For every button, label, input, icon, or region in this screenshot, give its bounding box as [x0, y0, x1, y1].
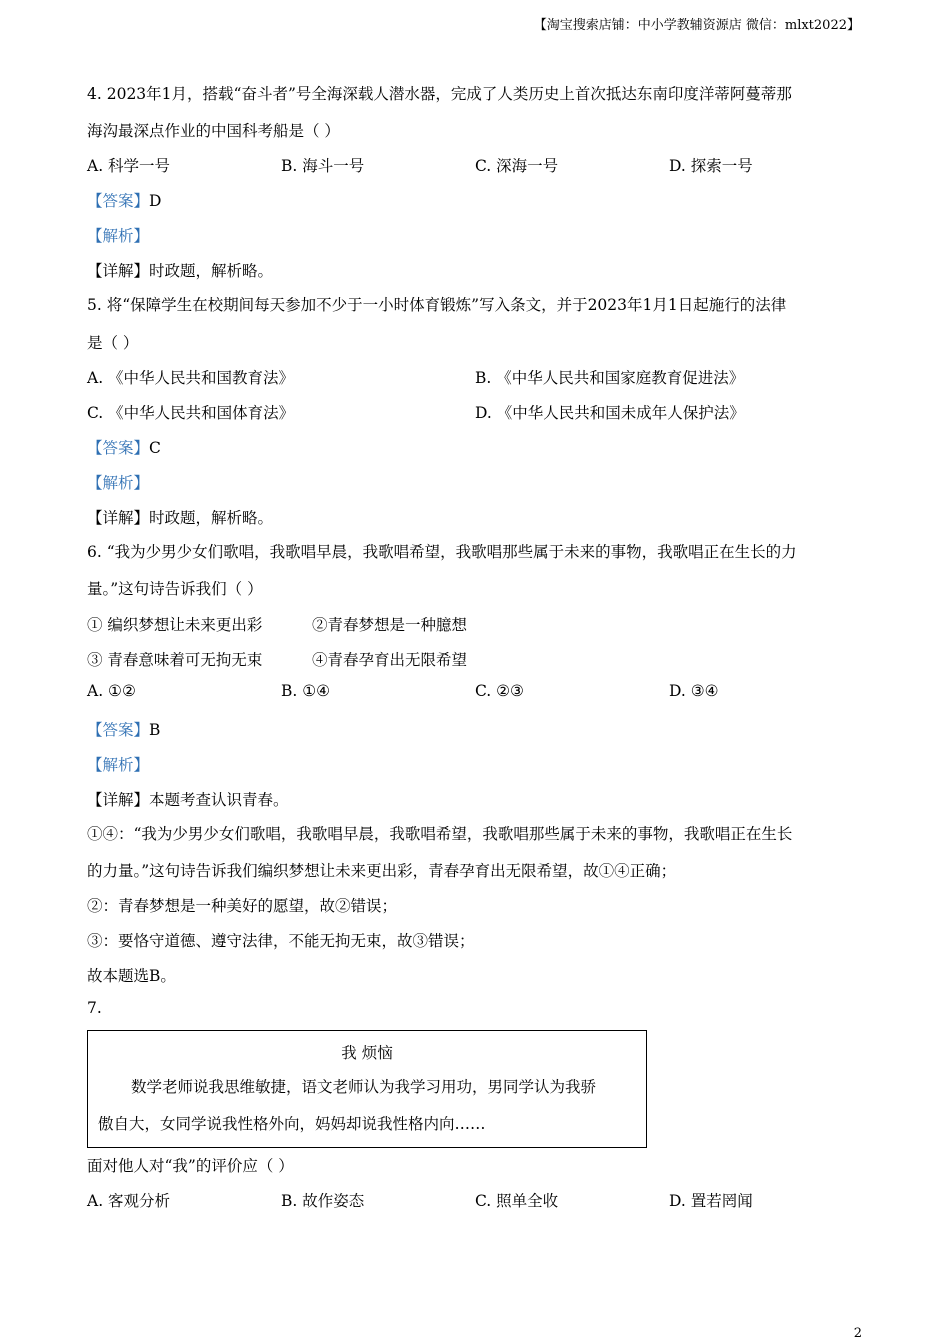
- q5-option-a: A. 《中华人民共和国教育法》: [87, 369, 295, 387]
- q6-analysis-label: 【解析】: [87, 756, 150, 774]
- q5-answer-value: C: [149, 439, 161, 457]
- q5-stem-line1: 5. 将“保障学生在校期间每天参加不少于一小时体育锻炼”写入条文，并于2023年1月1日起施行的法律: [87, 296, 787, 314]
- q5-answer: [87, 436, 161, 458]
- q5-analysis-label: 【解析】: [87, 474, 150, 492]
- q5-stem-line2: 是（ ）: [87, 334, 139, 352]
- q6-detail: [87, 788, 289, 810]
- q4-detail: [87, 259, 273, 281]
- q7-option-a: A. 客观分析: [87, 1192, 171, 1210]
- detail-label: 【详解】: [87, 262, 150, 280]
- q4-answer-value: D: [149, 192, 162, 210]
- detail-label: 【详解】: [87, 791, 150, 809]
- q7-box-title: 我 烦恼: [341, 1044, 393, 1062]
- q7-box-line2: 傲自大，女同学说我性格外向，妈妈却说我性格内向……: [98, 1115, 486, 1133]
- q6-explanation-line3: ②：青春梦想是一种美好的愿望，故②错误；: [87, 897, 398, 915]
- answer-label: 【答案】: [87, 439, 150, 457]
- q5-option-d: D. 《中华人民共和国未成年人保护法》: [475, 404, 745, 422]
- q6-answer-value: B: [149, 721, 161, 739]
- q7-option-b: B. 故作姿态: [281, 1192, 365, 1210]
- q6-stem-line1: 6. “我为少男少女们歌唱，我歌唱早晨，我歌唱希望，我歌唱那些属于未来的事物，我歌唱正在生长的力: [87, 543, 797, 561]
- q7-stem: 面对他人对“我”的评价应（ ）: [87, 1157, 294, 1175]
- q4-option-b: B. 海斗一号: [281, 157, 365, 175]
- q6-explanation-line1: ①④：“我为少男少女们歌唱，我歌唱早晨，我歌唱希望，我歌唱那些属于未来的事物，我歌唱正在生长: [87, 825, 793, 843]
- q6-option-c: C. ②③: [475, 682, 524, 700]
- answer-label: 【答案】: [87, 721, 150, 739]
- q6-explanation-line2: 的力量。”这句诗告诉我们编织梦想让未来更出彩，青春孕育出无限希望，故①④正确；: [87, 862, 677, 880]
- q5-detail: [87, 506, 273, 528]
- q6-item-3: ③ 青春意味着可无拘无束: [87, 651, 263, 669]
- q4-answer: [87, 189, 161, 211]
- q4-option-a: A. 科学一号: [87, 157, 171, 175]
- q6-answer: [87, 718, 160, 740]
- q4-option-c: C. 深海一号: [475, 157, 559, 175]
- q6-item-1: ① 编织梦想让未来更出彩: [87, 616, 263, 634]
- q7-box-line1: 数学老师说我思维敏捷，语文老师认为我学习用功，男同学认为我骄: [131, 1078, 597, 1096]
- q5-option-b: B. 《中华人民共和国家庭教育促进法》: [475, 369, 745, 387]
- q6-item-4: ④青春孕育出无限希望: [312, 651, 468, 669]
- q6-option-d: D. ③④: [669, 682, 719, 700]
- q5-detail-text: 时政题，解析略。: [149, 509, 274, 527]
- detail-label: 【详解】: [87, 509, 150, 527]
- q7-number: 7.: [87, 999, 102, 1017]
- q6-conclusion: 故本题选B。: [87, 967, 176, 985]
- q6-option-a: A. ①②: [87, 682, 136, 700]
- q6-stem-line2: 量。”这句诗告诉我们（ ）: [87, 580, 263, 598]
- q7-option-c: C. 照单全收: [475, 1192, 559, 1210]
- page-number: 2: [853, 1326, 862, 1341]
- q5-option-c: C. 《中华人民共和国体育法》: [87, 404, 295, 422]
- page-header: 【淘宝搜索店铺：中小学教辅资源店 微信：mlxt2022】: [533, 18, 860, 33]
- q4-stem-line1: 4. 2023年1月，搭载“奋斗者”号全海深载人潜水器，完成了人类历史上首次抵达东南印度洋蒂阿蔓蒂那: [87, 85, 792, 103]
- q6-item-2: ②青春梦想是一种臆想: [312, 616, 468, 634]
- q4-detail-text: 时政题，解析略。: [149, 262, 274, 280]
- q6-option-b: B. ①④: [281, 682, 331, 700]
- q4-stem-line2: 海沟最深点作业的中国科考船是（ ）: [87, 122, 340, 140]
- q6-explanation-line4: ③：要恪守道德、遵守法律，不能无拘无束，故③错误；: [87, 932, 475, 950]
- q4-analysis-label: 【解析】: [87, 227, 150, 245]
- q7-option-d: D. 置若罔闻: [669, 1192, 753, 1210]
- answer-label: 【答案】: [87, 192, 150, 210]
- q6-detail-text: 本题考查认识青春。: [149, 791, 289, 809]
- q7-material-box: [87, 1030, 647, 1148]
- q4-option-d: D. 探索一号: [669, 157, 753, 175]
